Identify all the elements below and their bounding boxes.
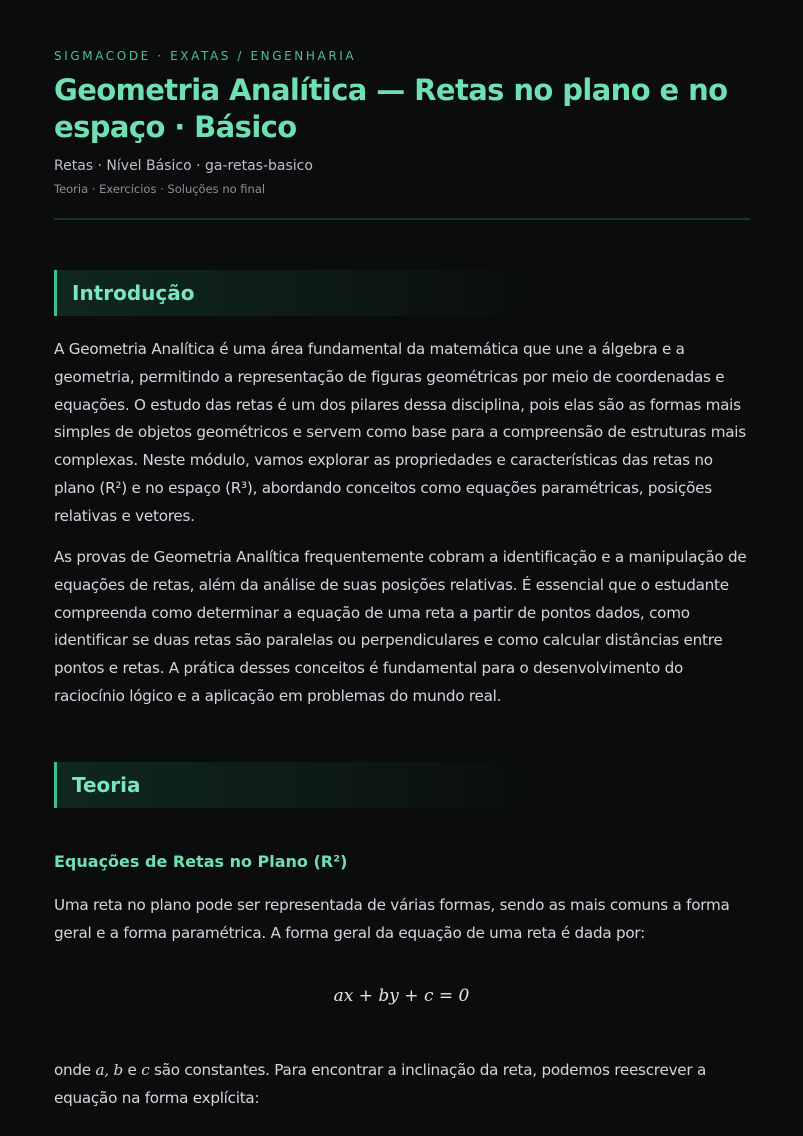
intro-paragraph-2: As provas de Geometria Analítica frequentemente cobram a identificação e a manipulação de equações de retas, além da análise de suas posições relativas. É essencial que o estudante compreenda como determinar a equação de uma reta a partir de pontos dados, como identificar se duas retas são paralelas ou perpendiculares e como calcular distâncias entre pontos e retas. A prática desses conceitos é fundamental para o desenvolvimento do raciocínio lógico e a aplicação em problemas do mundo real. [54,548,747,705]
breadcrumb: SIGMACODE · EXATAS / ENGENHARIA [54,49,357,63]
section-title: Teoria [72,773,141,797]
document-meta: Retas · Nível Básico · ga-retas-basico [54,158,313,174]
page-title: Geometria Analítica — Retas no plano e no espaço · Básico [54,73,728,144]
document-header [54,46,750,220]
math-variables: a, b [95,1061,123,1079]
document-contents-summary: Teoria · Exercícios · Soluções no final [54,182,266,196]
theory-paragraph-1: Uma reta no plano pode ser representada de várias formas, sendo as mais comuns a forma geral e a forma paramétrica. A forma geral da equação de uma reta é dada por: [54,896,730,942]
text: e [127,1061,137,1079]
section-title: Introdução [72,281,195,305]
subsection-title: Equações de Retas no Plano (R²) [54,852,348,871]
theory-paragraph-2 [54,1057,754,1113]
math-variable: c [141,1061,150,1079]
section-heading-teoria [54,762,537,808]
section-heading-introducao [54,270,537,316]
text: são constantes. Para encontrar a inclinação da reta, podemos reescrever a equação na forma explícita: [54,1061,707,1107]
intro-paragraph-1: A Geometria Analítica é uma área fundamental da matemática que une a álgebra e a geometria, permitindo a representação de figuras geométricas por meio de coordenadas e equações. O estudo das retas é um dos pilares dessa disciplina, pois elas são as formas mais simples de objetos geométricos e servem como base para a compreensão de estruturas mais complexas. Neste módulo, vamos explorar as propriedades e características das retas no plano (R²) e no espaço (R³), abordando conceitos como equações paramétricas, posições relativas e vetores. [54,340,746,525]
equation-general-form: ax + by + c = 0 [333,986,470,1006]
text: onde [54,1061,91,1079]
